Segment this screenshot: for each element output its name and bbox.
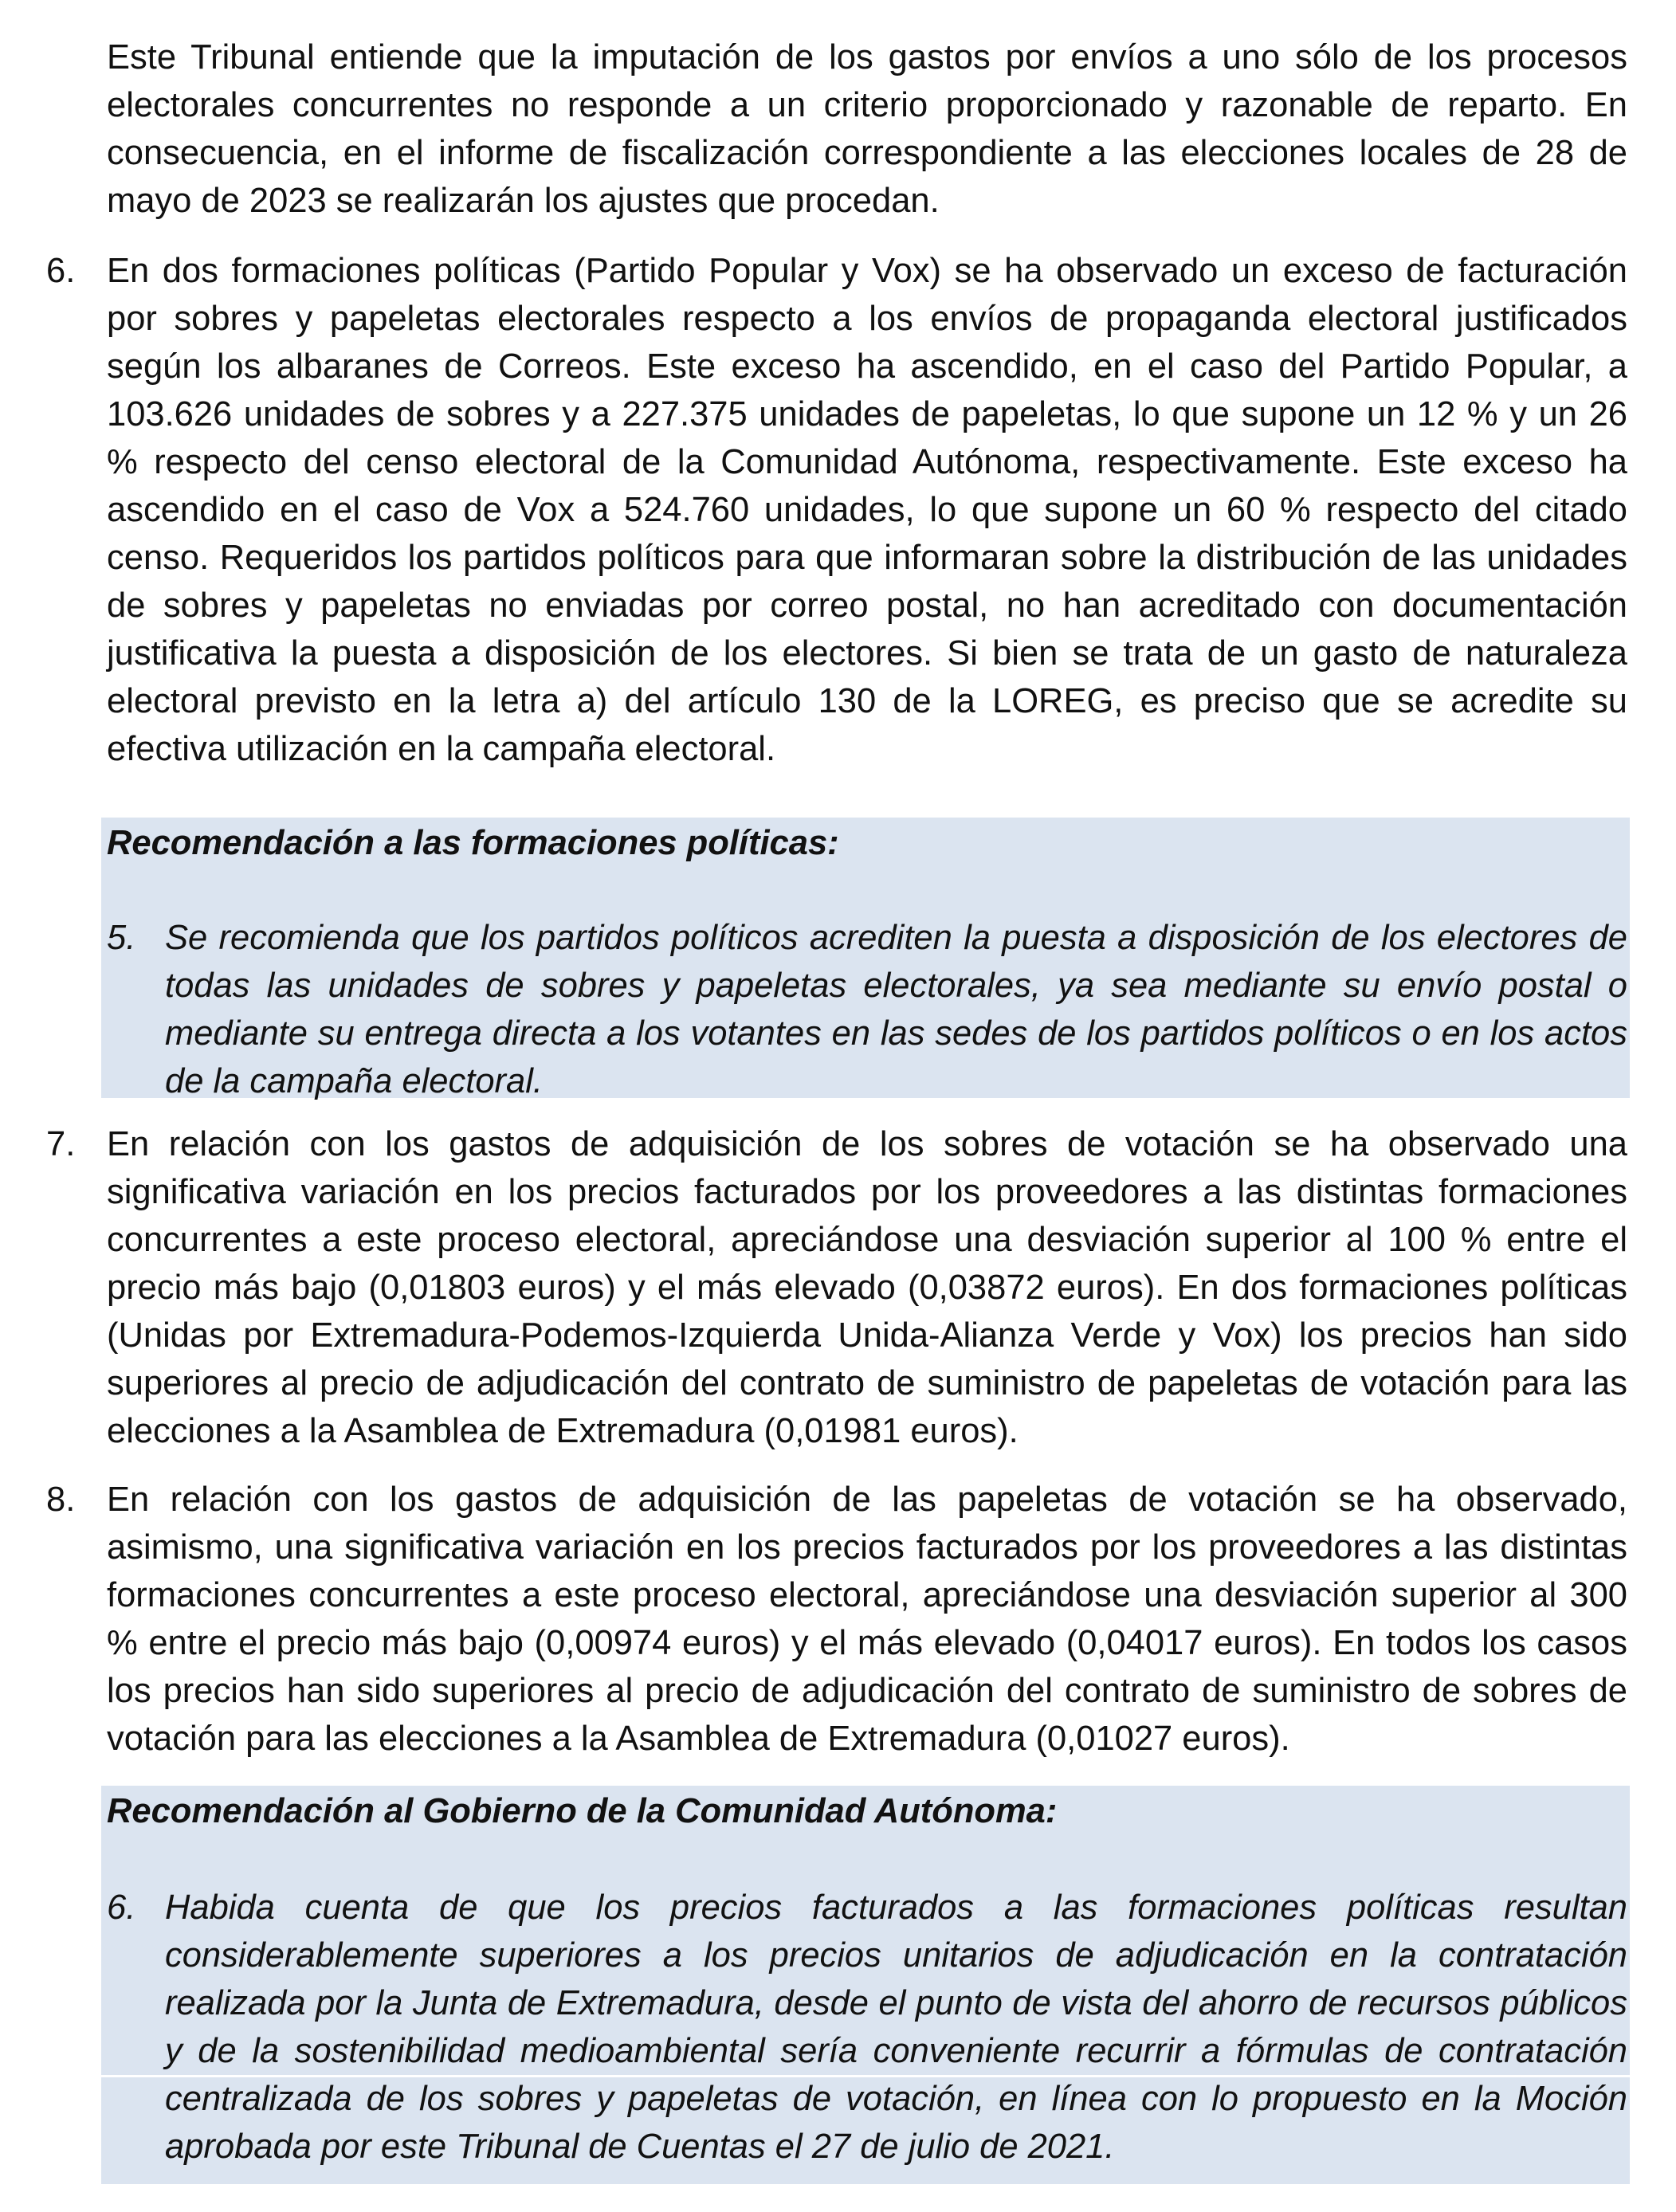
item-6-number: 6. xyxy=(46,252,76,290)
recommendation-6-text: Habida cuenta de que los precios facturados a las formaciones políticas resultan considerablemente superiores a los precios unitarios de adjudicación en la contratación realizada por la Junta de Extremadura, desde el punto de vista del ahorro de recursos públicos y de la sostenibilidad medioambiental sería conveniente recurrir a fórmulas de contratación centralizada de los sobres y papeletas de votación, en línea con lo propuesto en la Moción aprobada por este Tribunal de Cuentas el 27 de julio de 2021. xyxy=(165,1888,1627,2166)
recommendation-5-number: 5. xyxy=(107,919,136,957)
intro-paragraph: Este Tribunal entiende que la imputación de los gastos por envíos a uno sólo de los procesos electorales concurrentes no responde a un criterio proporcionado y razonable de reparto. En consecuencia, en el informe de fiscalización correspondiente a las elecciones locales de 28 de mayo de 2023 se realizarán los ajustes que procedan. xyxy=(107,38,1627,220)
recommendation-title-regional-government: Recomendación al Gobierno de la Comunidad Autónoma: xyxy=(107,1792,1058,1830)
item-8-paragraph: En relación con los gastos de adquisición de las papeletas de votación se ha observado, asimismo, una significativa variación en los precios facturados por los proveedores a las distintas formaciones concurrentes a este proceso electoral, apreciándose una desviación superior al 300 % entre el precio más bajo (0,00974 euros) y el más elevado (0,04017 euros). En todos los casos los precios han sido superiores al precio de adjudicación del contrato de suministro de sobres de votación para las elecciones a la Asamblea de Extremadura (0,01027 euros). xyxy=(107,1481,1627,1758)
recommendation-5-text: Se recomienda que los partidos políticos acrediten la puesta a disposición de los electores de todas las unidades de sobres y papeletas electorales, ya sea mediante su envío postal o mediante su entrega directa a los votantes en las sedes de los partidos políticos o en los actos de la campaña electoral. xyxy=(165,919,1627,1100)
item-7-paragraph: En relación con los gastos de adquisición de los sobres de votación se ha observado una significativa variación en los precios facturados por los proveedores a las distintas formaciones concurrentes a este proceso electoral, apreciándose una desviación superior al 100 % entre el precio más bajo (0,01803 euros) y el más elevado (0,03872 euros). En dos formaciones políticas (Unidas por Extremadura-Podemos-Izquierda Unida-Alianza Verde y Vox) los precios han sido superiores al precio de adjudicación del contrato de suministro de papeletas de votación para las elecciones a la Asamblea de Extremadura (0,01981 euros). xyxy=(107,1125,1627,1450)
recommendation-6-number: 6. xyxy=(107,1888,136,1927)
item-8-number: 8. xyxy=(46,1481,76,1519)
item-7-number: 7. xyxy=(46,1125,76,1163)
recommendation-title-political-parties: Recomendación a las formaciones políticas: xyxy=(107,824,839,862)
item-6-paragraph: En dos formaciones políticas (Partido Popular y Vox) se ha observado un exceso de facturación por sobres y papeletas electorales respecto a los envíos de propaganda electoral justificados según los albaranes de Correos. Este exceso ha ascendido, en el caso del Partido Popular, a 103.626 unidades de sobres y a 227.375 unidades de papeletas, lo que supone un 12 % y un 26 % respecto del censo electoral de la Comunidad Autónoma, respectivamente. Este exceso ha ascendido en el caso de Vox a 524.760 unidades, lo que supone un 60 % respecto del citado censo. Requeridos los partidos políticos para que informaran sobre la distribución de las unidades de sobres y papeletas no enviadas por correo postal, no han acreditado con documentación justificativa la puesta a disposición de los electores. Si bien se trata de un gasto de naturaleza electoral previsto en la letra a) del artículo 130 de la LOREG, es preciso que se acredite su efectiva utilización en la campaña electoral. xyxy=(107,252,1627,768)
